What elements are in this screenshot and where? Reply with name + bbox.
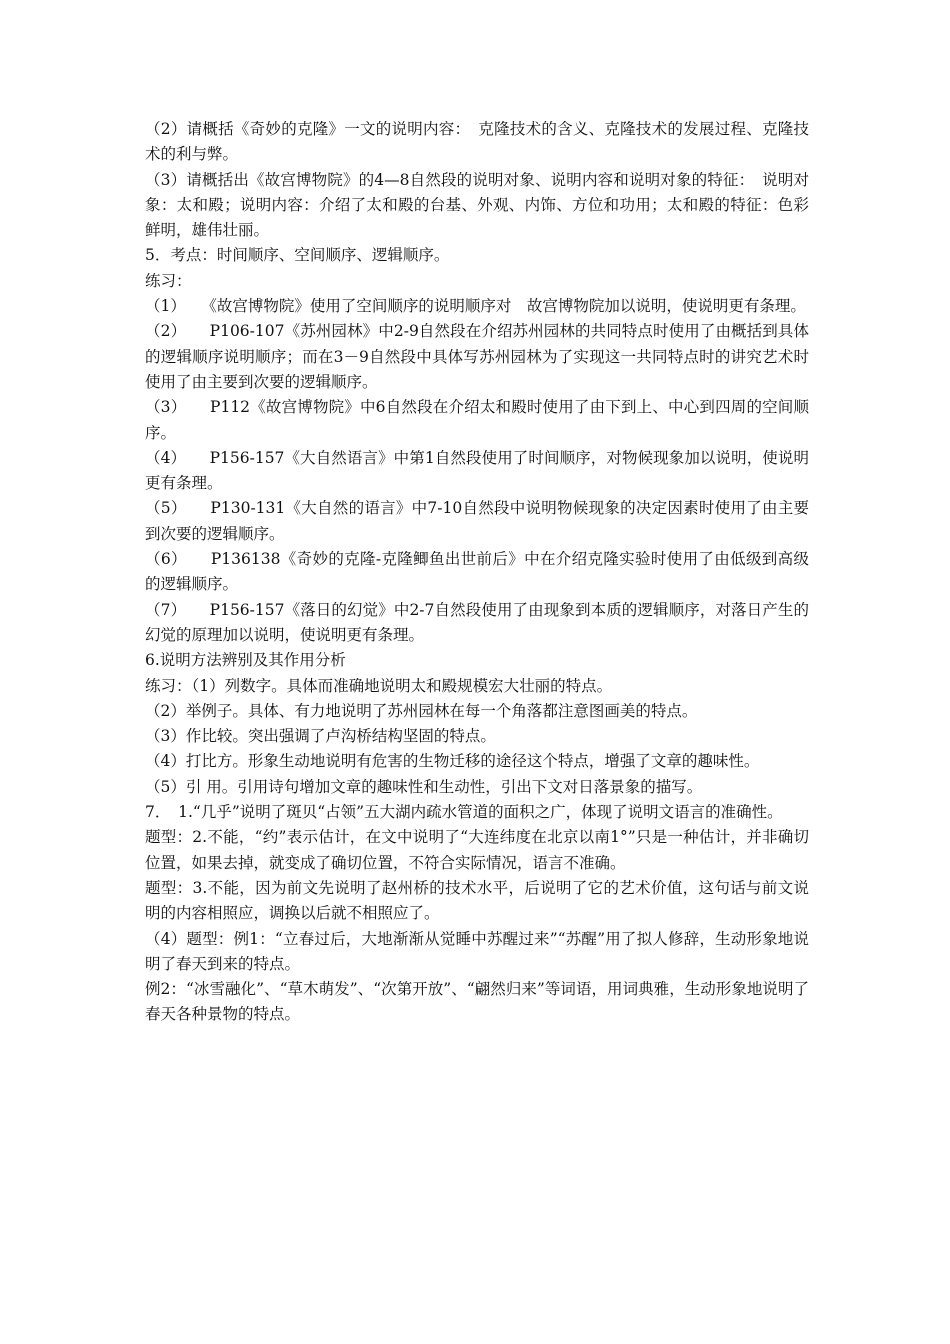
paragraph: 5．考点：时间顺序、空间顺序、逻辑顺序。 bbox=[145, 246, 450, 265]
paragraph: （6） P136138《奇妙的克隆-克隆鲫鱼出世前后》中在介绍克隆实验时使用了由低级到高级的逻辑顺序。 bbox=[145, 550, 809, 594]
paragraph: 题型：2.不能，“约”表示估计，在文中说明了“大连纬度在北京以南1°”只是一种估计，并非确切位置，如果去掉，就变成了确切位置，不符合实际情况，语言不准确。 bbox=[145, 828, 809, 872]
section-heading: 6.说明方法辨别及其作用分析 bbox=[145, 651, 346, 670]
paragraph: （4）打比方。形象生动地说明有危害的生物迁移的途径这个特点，增强了文章的趣味性。 bbox=[145, 752, 760, 771]
paragraph: （2）请概括《奇妙的克隆》一文的说明内容： 克隆技术的含义、克隆技术的发展过程、克隆技术的利与弊。 bbox=[145, 120, 809, 164]
paragraph: （2） P106-107《苏州园林》中2-9自然段在介绍苏州园林的共同特点时使用了由概括到具体的逻辑顺序说明顺序；而在3－9自然段中具体写苏州园林为了实现这一共同特点时的讲究艺术时使用了由主要到次要的逻辑顺序。 bbox=[145, 322, 809, 391]
paragraph: （1） 《故宫博物院》使用了空间顺序的说明顺序对 故宫博物院加以说明，使说明更有条理。 bbox=[145, 297, 806, 316]
paragraph: （3）作比较。突出强调了卢沟桥结构坚固的特点。 bbox=[145, 727, 496, 746]
paragraph: （4）题型：例1：“立春过后，大地渐渐从觉睡中苏醒过来”“苏醒”用了拟人修辞，生动形象地说明了春天到来的特点。 bbox=[145, 929, 809, 973]
paragraph: 练习： bbox=[145, 271, 192, 290]
paragraph: （5） P130-131《大自然的语言》中7-10自然段中说明物候现象的决定因素时使用了由主要到次要的逻辑顺序。 bbox=[145, 499, 809, 543]
paragraph: （3）请概括出《故宫博物院》的4—8自然段的说明对象、说明内容和说明对象的特征： 说明对象：太和殿；说明内容：介绍了太和殿的台基、外观、内饰、方位和功用；太和殿的特征：色彩鲜明，雄伟壮丽。 bbox=[145, 170, 809, 240]
paragraph: （5）引 用。引用诗句增加文章的趣味性和生动性，引出下文对日落景象的描写。 bbox=[145, 777, 703, 796]
paragraph: 例2：“冰雪融化”、“草木萌发”、“次第开放”、“翩然归来”等词语，用词典雅，生动形象地说明了春天各种景物的特点。 bbox=[145, 980, 809, 1024]
paragraph: （2）举例子。具体、有力地说明了苏州园林在每一个角落都注意图画美的特点。 bbox=[145, 701, 698, 720]
document-body bbox=[145, 117, 809, 1028]
paragraph: （7） P156-157《落日的幻觉》中2-7自然段使用了由现象到本质的逻辑顺序，对落日产生的幻觉的原理加以说明，使说明更有条理。 bbox=[145, 600, 809, 644]
paragraph: 7． 1.“几乎”说明了斑贝“占领”五大湖内疏水管道的面积之广，体现了说明文语言的准确性。 bbox=[145, 803, 783, 822]
paragraph: （3） P112《故宫博物院》中6自然段在介绍太和殿时使用了由下到上、中心到四周的空间顺序。 bbox=[145, 398, 809, 442]
paragraph: 练习：（1）列数字。具体而准确地说明太和殿规模宏大壮丽的特点。 bbox=[145, 676, 613, 695]
paragraph: （4） P156-157《大自然语言》中第1自然段使用了时间顺序，对物候现象加以说明，使说明更有条理。 bbox=[145, 448, 809, 493]
paragraph: 题型：3.不能，因为前文先说明了赵州桥的技术水平，后说明了它的艺术价值，这句话与前文说明的内容相照应，调换以后就不相照应了。 bbox=[145, 878, 809, 923]
